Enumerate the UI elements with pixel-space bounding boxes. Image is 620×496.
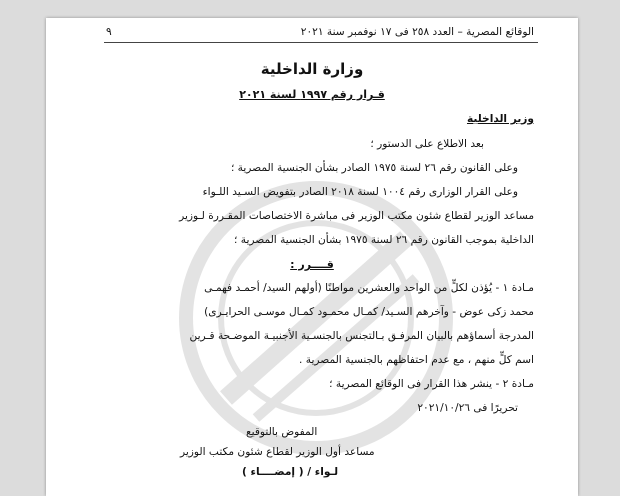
preamble-line: وعلى القانون رقم ٢٦ لسنة ١٩٧٥ الصادر بشأن الجنسية المصرية ؛ (230, 162, 518, 174)
page-header (106, 26, 534, 38)
article-1-line: اسم كلٍّ منهم ، مع عدم احتفاظهم بالجنسية المصرية . (299, 354, 534, 366)
header-title: الوقائع المصرية – العدد ٢٥٨ فى ١٧ نوفمبر سنة ٢٠٢١ (300, 26, 534, 38)
preamble-line: وعلى القرار الوزارى رقم ١٠٠٤ لسنة ٢٠١٨ الصادر بتفويض السـيد اللـواء (202, 186, 518, 198)
signature-signed: لـواء / ( إمضــــاء ) (242, 466, 339, 478)
preamble-line: مساعد الوزير لقطاع شئون مكتب الوزير فى مباشرة الاختصاصات المقـررة لـوزير (179, 210, 534, 222)
minister-title: وزير الداخلية (466, 113, 534, 125)
article-2: مـادة ٢ - ينشر هذا القرار فى الوقائع المصرية ؛ (329, 378, 534, 390)
date-line: تحريرًا فى ٢٠٢١/١٠/٢٦ (417, 402, 518, 414)
decree-title: قـرار رقم ١٩٩٧ لسنة ٢٠٢١ (239, 88, 385, 101)
article-1-line: محمد زكى عوض - وآخرهم السـيد/ كمـال محمـود كمـال موسـى الحرايـرى) (204, 306, 534, 318)
decides-heading: قــــرر : (290, 258, 334, 271)
document-page (46, 18, 578, 496)
page-number: ٩ (106, 26, 112, 38)
ministry-title: وزارة الداخلية (260, 60, 364, 78)
preamble-line: بعد الاطلاع على الدستور ؛ (370, 138, 484, 150)
signature-position: مساعد أول الوزير لقطاع شئون مكتب الوزير (180, 446, 375, 458)
signature-delegated: المفوض بالتوقيع (246, 426, 318, 438)
article-1-line: المدرجة أسماؤهم بالبيان المرفـق بـالتجنس بالجنسـية الأجنبيـة الموضـحة قـرين (189, 330, 534, 342)
article-1-line: مـادة ١ - يُؤذن لكلٍّ من الواحد والعشرين مواطنًا (أولهم السيد/ أحمـد فهمـى (204, 282, 534, 294)
preamble-line: الداخلية بموجب القانون رقم ٢٦ لسنة ١٩٧٥ بشأن الجنسية المصرية ؛ (234, 234, 534, 246)
header-rule (104, 42, 538, 43)
